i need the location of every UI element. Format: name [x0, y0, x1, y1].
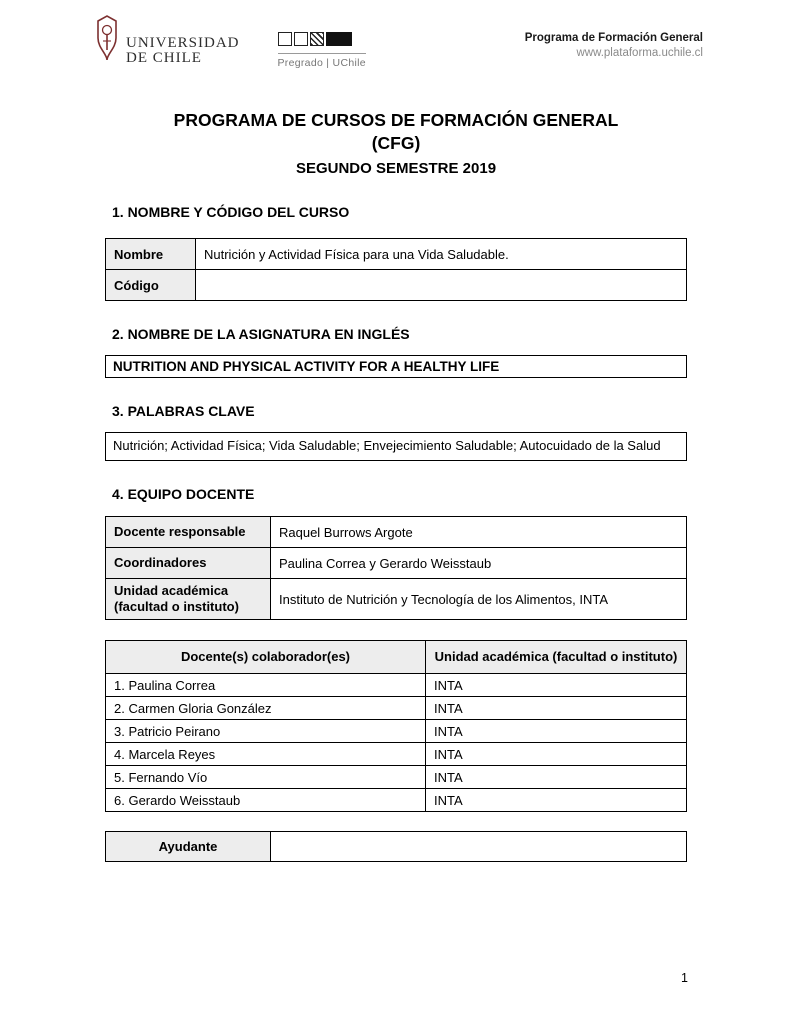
collaborator-name-cell: 1. Paulina Correa	[106, 674, 426, 697]
collaborator-unit-cell: INTA	[426, 697, 687, 720]
collaborators-table	[105, 640, 687, 812]
ayudante-label-cell: Ayudante	[106, 832, 271, 862]
header-right	[525, 32, 703, 59]
collaborator-name-cell: 5. Fernando Vío	[106, 766, 426, 789]
english-name-box: NUTRITION AND PHYSICAL ACTIVITY FOR A HEALTHY LIFE	[105, 355, 687, 378]
page-number: 1	[681, 971, 688, 985]
outline-square-icon	[278, 32, 292, 46]
table-row	[106, 743, 687, 766]
title-line2: (CFG)	[371, 133, 421, 153]
collaborator-unit-cell: INTA	[426, 789, 687, 812]
collaborator-name-cell: 4. Marcela Reyes	[106, 743, 426, 766]
outline-square-icon	[294, 32, 308, 46]
collaborator-unit-cell: INTA	[426, 720, 687, 743]
course-name-code-table	[105, 238, 687, 301]
document-title	[105, 109, 687, 179]
collaborator-unit-cell: INTA	[426, 743, 687, 766]
uchile-logo	[95, 14, 240, 66]
table-row	[106, 239, 687, 270]
section2-heading: 2. NOMBRE DE LA ASIGNATURA EN INGLÉS	[112, 326, 410, 342]
collaborator-unit-cell: INTA	[426, 766, 687, 789]
unit-column-header: Unidad académica (facultad o instituto)	[426, 641, 687, 674]
program-label: Programa de Formación General	[524, 32, 703, 44]
nombre-value-cell: Nutrición y Actividad Física para una Vida Saludable.	[196, 239, 687, 270]
table-row	[106, 832, 687, 862]
unidad-value-cell: Instituto de Nutrición y Tecnología de los Alimentos, INTA	[271, 579, 687, 620]
collaborator-column-header: Docente(s) colaborador(es)	[106, 641, 426, 674]
table-header-row	[106, 641, 687, 674]
section3-heading: 3. PALABRAS CLAVE	[112, 403, 255, 419]
coordinadores-label-cell: Coordinadores	[106, 548, 271, 579]
codigo-label-cell: Código	[106, 270, 196, 301]
hatched-square-icon	[310, 32, 324, 46]
title-line1: PROGRAMA DE CURSOS DE FORMACIÓN GENERAL	[173, 110, 619, 130]
pregrado-squares-icon	[278, 32, 366, 50]
responsable-value-cell: Raquel Burrows Argote	[271, 517, 687, 548]
table-row	[106, 720, 687, 743]
responsable-label-cell: Docente responsable	[106, 517, 271, 548]
university-name-line1: UNIVERSIDAD	[126, 35, 240, 51]
collaborator-name-cell: 3. Patricio Peirano	[106, 720, 426, 743]
table-row	[106, 697, 687, 720]
document-header	[0, 0, 800, 69]
section4-heading: 4. EQUIPO DOCENTE	[112, 486, 255, 502]
codigo-value-cell	[196, 270, 687, 301]
table-row	[106, 766, 687, 789]
table-row	[106, 270, 687, 301]
table-row	[106, 789, 687, 812]
ayudante-table	[105, 831, 687, 862]
uchile-crest-icon	[95, 14, 119, 62]
teaching-team-table	[105, 516, 687, 620]
website-text: www.plataforma.uchile.cl	[576, 47, 703, 59]
table-row	[106, 579, 687, 620]
solid-square-icon	[326, 32, 352, 46]
ayudante-value-cell	[271, 832, 687, 862]
keywords-box: Nutrición; Actividad Física; Vida Saludable; Envejecimiento Saludable; Autocuidado de la Salud	[105, 432, 687, 461]
nombre-label-cell: Nombre	[106, 239, 196, 270]
collaborator-unit-cell: INTA	[426, 674, 687, 697]
collaborator-name-cell: 6. Gerardo Weisstaub	[106, 789, 426, 812]
section1-heading: 1. NOMBRE Y CÓDIGO DEL CURSO	[112, 204, 350, 220]
table-row	[106, 674, 687, 697]
unidad-label-cell: Unidad académica (facultad o instituto)	[106, 579, 271, 620]
university-name-line2: DE CHILE	[126, 50, 202, 66]
title-line3: SEGUNDO SEMESTRE 2019	[295, 160, 497, 177]
pregrado-logo	[278, 32, 366, 69]
university-name	[126, 36, 240, 66]
table-row	[106, 548, 687, 579]
document-content	[105, 109, 687, 862]
table-row	[106, 517, 687, 548]
pregrado-label: Pregrado | UChile	[278, 53, 366, 69]
coordinadores-value-cell: Paulina Correa y Gerardo Weisstaub	[271, 548, 687, 579]
collaborator-name-cell: 2. Carmen Gloria González	[106, 697, 426, 720]
